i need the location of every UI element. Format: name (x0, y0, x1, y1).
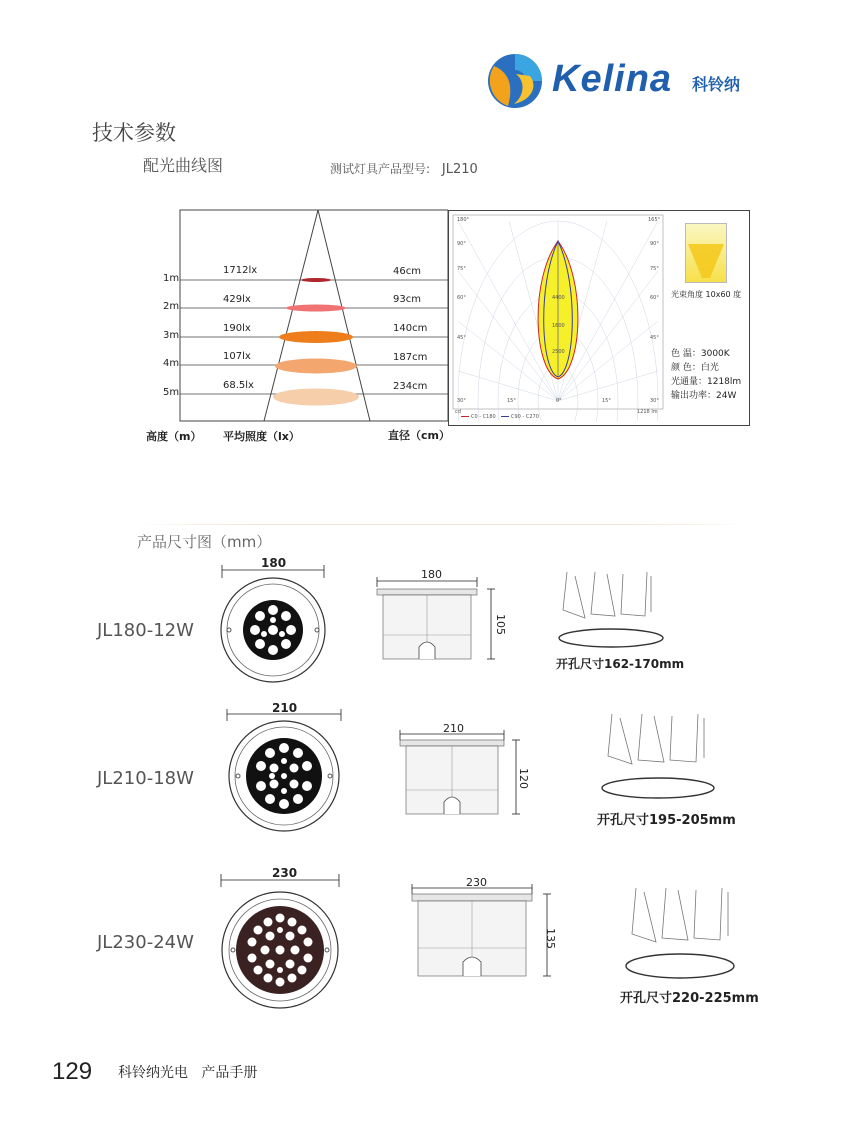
beam-ellipse-4m (275, 359, 357, 374)
angle-left-0: 180° (457, 217, 470, 223)
angle-left-2: 75° (457, 266, 466, 272)
angle-left-4: 45° (457, 335, 466, 341)
lux-5m: 68.5lx (223, 380, 254, 391)
angle-bottom-0: 15° (507, 398, 516, 404)
model-label-text: 测试灯具产品型号: (330, 162, 431, 176)
diameter-1m: 46cm (393, 266, 421, 277)
legend-c90-swatch (501, 416, 509, 417)
angle-right-0: 165° (648, 217, 661, 223)
polar-chart (449, 211, 667, 421)
cutout-drawing-2 (598, 712, 718, 802)
logo (486, 52, 756, 110)
logo-cn: 科铃纳 (692, 75, 741, 94)
polar-flux: 1218 lm (637, 409, 658, 415)
polar-value-0: 4400 (552, 295, 565, 301)
logo-word: Kelina (552, 58, 673, 100)
angle-right-5: 30° (650, 398, 659, 404)
lux-4m: 107lx (223, 351, 251, 362)
height-3m: 3m (163, 330, 180, 341)
angle-bottom-1: 0° (556, 398, 562, 404)
beam-ellipse-3m (279, 331, 353, 343)
legend-c90-label: C90 - C270 (511, 414, 539, 420)
lux-2m: 429lx (223, 294, 251, 305)
cutout-drawing-3 (622, 886, 742, 986)
side-view-1 (375, 575, 500, 665)
angle-left-3: 60° (457, 295, 466, 301)
side-view-2 (398, 728, 523, 823)
height-2m: 2m (163, 301, 180, 312)
section-title: 技术参数 (92, 121, 176, 145)
top-view-2 (224, 706, 344, 836)
side-width-2: 210 (443, 722, 464, 735)
angle-bottom-2: 15° (602, 398, 611, 404)
product-model-2: JL210-18W (97, 768, 194, 789)
page-number: 129 (52, 1058, 93, 1085)
cutout-drawing-1 (555, 570, 665, 650)
lux-1m: 1712lx (223, 265, 258, 276)
logo-mark-icon (486, 52, 544, 110)
beam-angle-label: 光束角度 10x60 度 (671, 290, 742, 299)
cutout-size-1: 开孔尺寸162-170mm (556, 657, 685, 671)
footer-lux-label: 平均照度（lx） (223, 430, 300, 443)
top-view-3 (218, 870, 342, 1020)
spec-cct: 色 温：3000K (671, 349, 730, 359)
diameter-2m: 93cm (393, 294, 421, 305)
polar-value-1: 1600 (552, 323, 565, 329)
polar-unit: cd (455, 409, 461, 415)
section-divider (135, 524, 749, 525)
polar-value-2: 2500 (552, 349, 565, 355)
product-diameter-2: 210 (272, 701, 298, 715)
diameter-5m: 234cm (393, 381, 428, 392)
light-dist-title: 配光曲线图 (143, 156, 224, 175)
cutout-size-2: 开孔尺寸195-205mm (597, 813, 736, 828)
product-model-3: JL230-24W (97, 932, 194, 953)
side-view-3 (410, 882, 560, 982)
legend-c90 (501, 414, 541, 420)
model-label (330, 160, 478, 177)
cutout-size-3: 开孔尺寸220-225mm (620, 991, 759, 1006)
footer-text: 科铃纳光电 产品手册 (118, 1065, 258, 1081)
angle-right-1: 90° (650, 241, 659, 247)
angle-left-5: 30° (457, 398, 466, 404)
side-width-3: 230 (466, 876, 487, 889)
height-4m: 4m (163, 358, 180, 369)
side-height-2: 120 (517, 768, 530, 789)
spec-color: 颜 色：白光 (671, 363, 719, 373)
side-height-3: 135 (544, 928, 557, 949)
side-width-1: 180 (421, 568, 442, 581)
angle-right-4: 45° (650, 335, 659, 341)
product-diameter-3: 230 (272, 866, 298, 880)
light-cone-diagram (168, 206, 448, 426)
product-model-1: JL180-12W (97, 620, 194, 641)
height-1m: 1m (163, 273, 180, 284)
side-height-1: 105 (494, 614, 507, 635)
angle-right-2: 75° (650, 266, 659, 272)
lux-3m: 190lx (223, 323, 251, 334)
legend-c0-label: C0 - C180 (471, 414, 496, 420)
footer-height-label: 高度（m） (146, 430, 202, 443)
legend-c0 (461, 414, 501, 420)
beam-ellipse-5m (273, 389, 359, 406)
beam-ellipse-1m (301, 278, 331, 282)
spec-power: 输出功率：24W (671, 391, 737, 401)
dimensions-title: 产品尺寸图（mm） (137, 533, 272, 551)
beam-cone-icon (686, 224, 726, 282)
angle-right-3: 60° (650, 295, 659, 301)
top-view-1 (218, 560, 328, 684)
beam-angle-swatch (685, 223, 727, 283)
polar-panel (448, 210, 750, 426)
spec-flux: 光通量：1218lm (671, 377, 742, 387)
diameter-3m: 140cm (393, 323, 428, 334)
product-diameter-1: 180 (261, 556, 287, 570)
beam-ellipse-2m (286, 305, 346, 312)
model-value: JL210 (441, 162, 478, 177)
height-5m: 5m (163, 387, 180, 398)
angle-left-1: 90° (457, 241, 466, 247)
legend-c0-swatch (461, 416, 469, 417)
diameter-4m: 187cm (393, 352, 428, 363)
footer-diameter-label: 直径（cm） (388, 429, 450, 442)
